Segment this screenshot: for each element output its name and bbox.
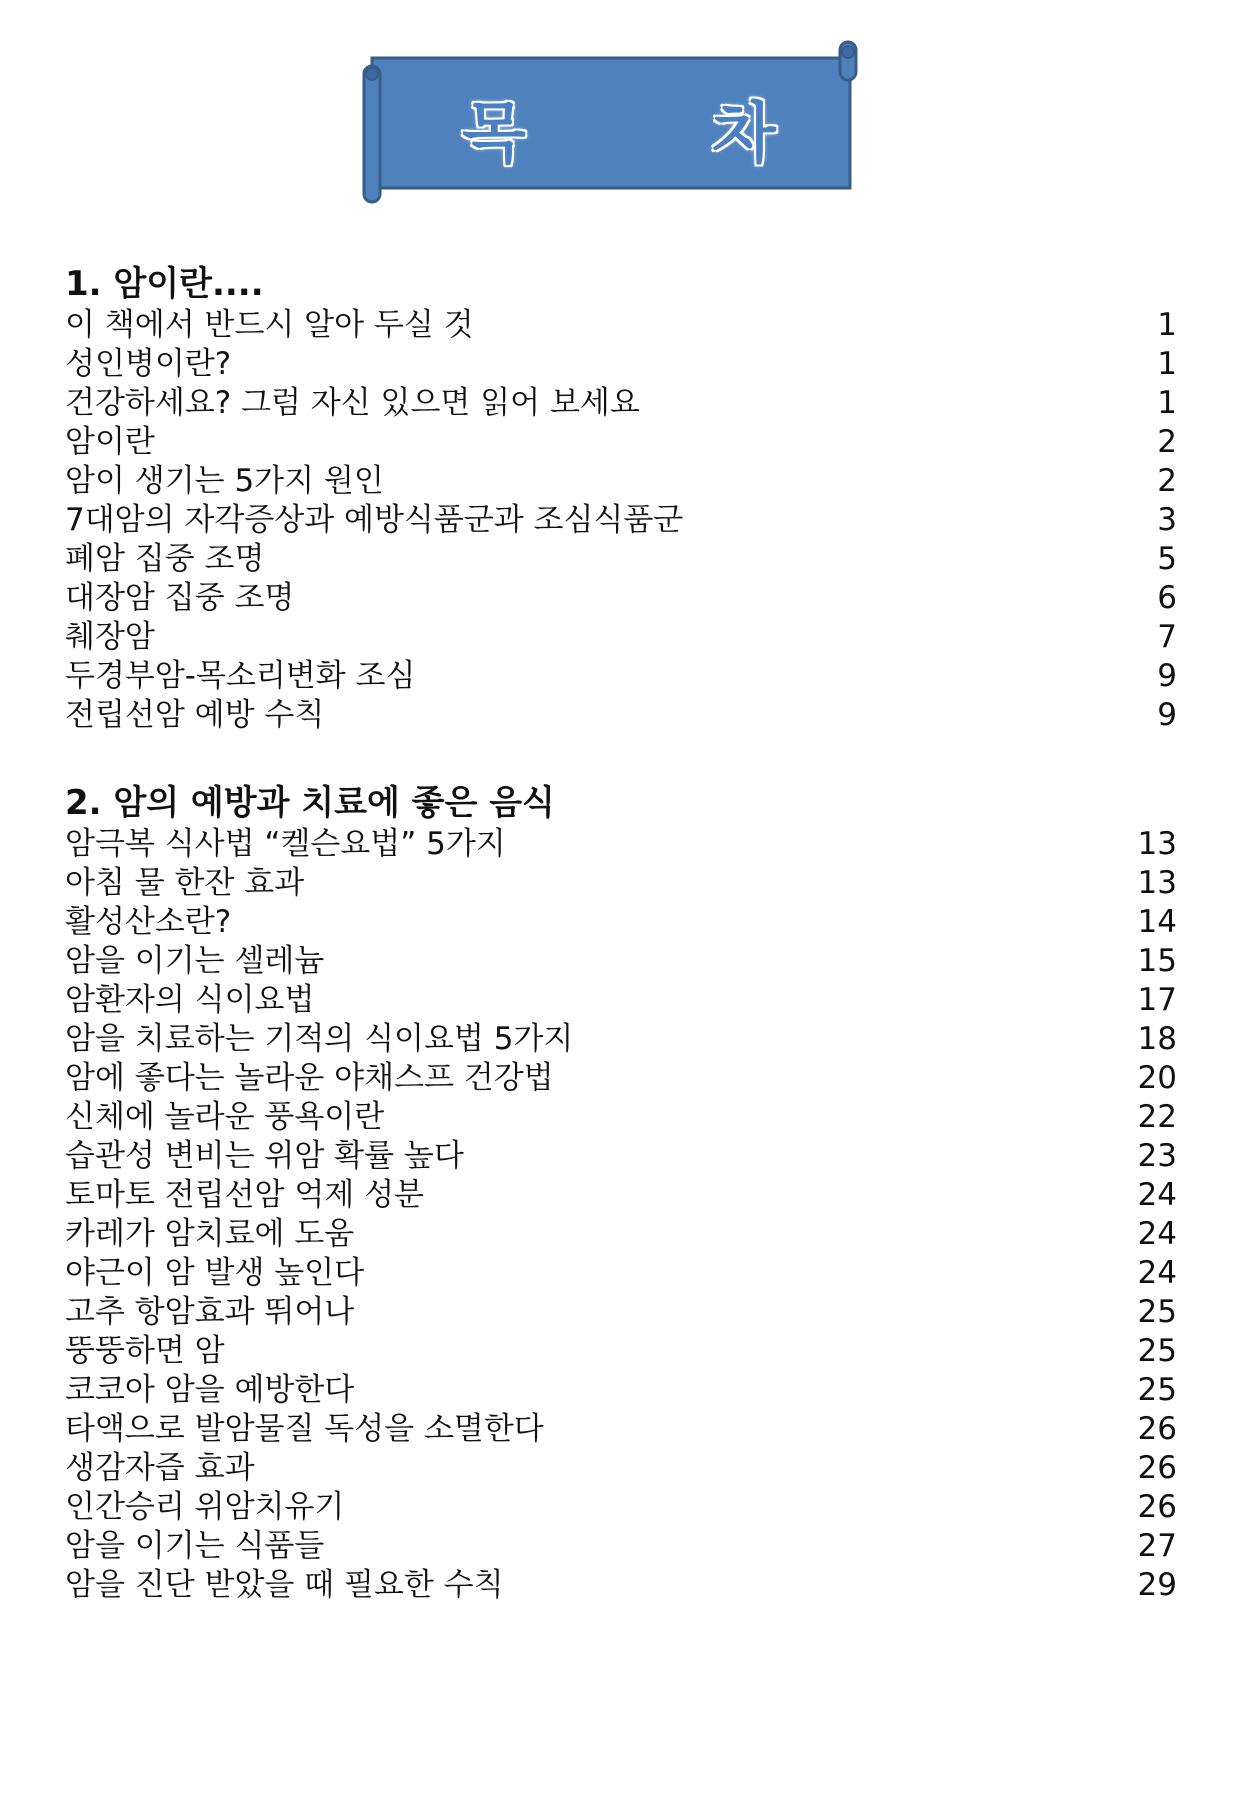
toc-entry (65, 501, 1177, 540)
toc-entry (65, 306, 1177, 345)
entry-title: 대장암 집중 조명 (65, 580, 295, 616)
entry-title: 암이란 (65, 424, 155, 460)
entry-title: 암이 생기는 5가지 원인 (65, 463, 384, 499)
section-heading: 2. 암의 예방과 치료에 좋은 음식 (65, 783, 555, 823)
entry-page-number: 25 (1137, 1372, 1177, 1408)
entry-title: 인간승리 위암치유기 (65, 1489, 345, 1525)
toc-entry (65, 657, 1177, 696)
entry-page-number: 15 (1137, 943, 1177, 979)
entry-title: 카레가 암치료에 도움 (65, 1216, 355, 1252)
entry-title: 암극복 식사법 “켈슨요법” 5가지 (65, 826, 506, 862)
entry-page-number: 26 (1137, 1411, 1177, 1447)
entry-page-number: 9 (1157, 658, 1177, 694)
toc-entry (65, 1176, 1177, 1215)
entry-page-number: 22 (1137, 1099, 1177, 1135)
entry-page-number: 13 (1137, 865, 1177, 901)
entry-title: 전립선암 예방 수칙 (65, 697, 325, 733)
entry-title: 폐암 집중 조명 (65, 541, 265, 577)
table-of-contents (65, 262, 1177, 1651)
entry-title: 암을 치료하는 기적의 식이요법 5가지 (65, 1021, 574, 1057)
toc-entry (65, 540, 1177, 579)
entry-title: 활성산소란? (65, 904, 232, 940)
entry-title: 야근이 암 발생 높인다 (65, 1255, 365, 1291)
title-part-2: 차 (712, 95, 776, 172)
title-part-1: 목 (462, 95, 526, 172)
entry-page-number: 24 (1137, 1177, 1177, 1213)
entry-page-number: 25 (1137, 1333, 1177, 1369)
toc-entry (65, 1215, 1177, 1254)
entry-title: 신체에 놀라운 풍욕이란 (65, 1099, 385, 1135)
entry-page-number: 13 (1137, 826, 1177, 862)
toc-entry (65, 1332, 1177, 1371)
entry-title: 코코아 암을 예방한다 (65, 1372, 355, 1408)
entry-page-number: 29 (1137, 1567, 1177, 1603)
entry-title: 뚱뚱하면 암 (65, 1333, 225, 1369)
toc-entry (65, 1488, 1177, 1527)
toc-entry (65, 942, 1177, 981)
entry-title: 암을 이기는 셀레늄 (65, 943, 325, 979)
entry-title: 두경부암-목소리변화 조심 (65, 658, 416, 694)
entry-page-number: 3 (1157, 502, 1177, 538)
entry-title: 7대암의 자각증상과 예방식품군과 조심식품군 (65, 502, 684, 538)
entry-title: 건강하세요? 그럼 자신 있으면 읽어 보세요 (65, 385, 640, 421)
entry-page-number: 23 (1137, 1138, 1177, 1174)
toc-section (65, 781, 1177, 1605)
entry-title: 이 책에서 반드시 알아 두실 것 (65, 307, 474, 343)
toc-entry (65, 1137, 1177, 1176)
entry-page-number: 1 (1157, 346, 1177, 382)
entry-title: 성인병이란? (65, 346, 232, 382)
toc-section (65, 262, 1177, 735)
entry-title: 암을 진단 받았을 때 필요한 수칙 (65, 1567, 504, 1603)
entry-title: 암에 좋다는 놀라운 야채스프 건강법 (65, 1060, 554, 1096)
banner-title (360, 38, 870, 206)
entry-page-number: 2 (1157, 463, 1177, 499)
toc-entry (65, 1020, 1177, 1059)
entry-title: 암을 이기는 식품들 (65, 1528, 325, 1564)
entry-page-number: 18 (1137, 1021, 1177, 1057)
entry-page-number: 25 (1137, 1294, 1177, 1330)
toc-entry (65, 1410, 1177, 1449)
toc-entry (65, 1449, 1177, 1488)
entry-title: 토마토 전립선암 억제 성분 (65, 1177, 424, 1213)
entry-page-number: 17 (1137, 982, 1177, 1018)
toc-entry (65, 981, 1177, 1020)
toc-entry (65, 423, 1177, 462)
toc-entry (65, 825, 1177, 864)
entry-page-number: 24 (1137, 1216, 1177, 1252)
toc-entry (65, 1254, 1177, 1293)
entry-title: 타액으로 발암물질 독성을 소멸한다 (65, 1411, 544, 1447)
entry-title: 고추 항암효과 뛰어나 (65, 1294, 355, 1330)
entry-title: 습관성 변비는 위암 확률 높다 (65, 1138, 464, 1174)
toc-entry (65, 579, 1177, 618)
entry-page-number: 1 (1157, 385, 1177, 421)
entry-page-number: 2 (1157, 424, 1177, 460)
entry-title: 췌장암 (65, 619, 155, 655)
entry-page-number: 26 (1137, 1450, 1177, 1486)
title-banner (360, 38, 870, 206)
toc-entry (65, 1098, 1177, 1137)
toc-entry (65, 384, 1177, 423)
entry-page-number: 27 (1137, 1528, 1177, 1564)
toc-entry (65, 618, 1177, 657)
toc-entry (65, 462, 1177, 501)
entry-page-number: 20 (1137, 1060, 1177, 1096)
entry-page-number: 5 (1157, 541, 1177, 577)
toc-entry (65, 1566, 1177, 1605)
entry-page-number: 24 (1137, 1255, 1177, 1291)
toc-entry (65, 696, 1177, 735)
toc-entry (65, 1059, 1177, 1098)
entry-page-number: 14 (1137, 904, 1177, 940)
entry-title: 생감자즙 효과 (65, 1450, 255, 1486)
entry-page-number: 7 (1157, 619, 1177, 655)
toc-entry (65, 903, 1177, 942)
toc-entry (65, 1371, 1177, 1410)
toc-entry (65, 345, 1177, 384)
entry-page-number: 1 (1157, 307, 1177, 343)
section-heading: 1. 암이란.... (65, 264, 264, 304)
toc-entry (65, 864, 1177, 903)
entry-page-number: 26 (1137, 1489, 1177, 1525)
entry-title: 아침 물 한잔 효과 (65, 865, 305, 901)
entry-title: 암환자의 식이요법 (65, 982, 315, 1018)
entry-page-number: 9 (1157, 697, 1177, 733)
entry-page-number: 6 (1157, 580, 1177, 616)
toc-entry (65, 1293, 1177, 1332)
toc-entry (65, 1527, 1177, 1566)
